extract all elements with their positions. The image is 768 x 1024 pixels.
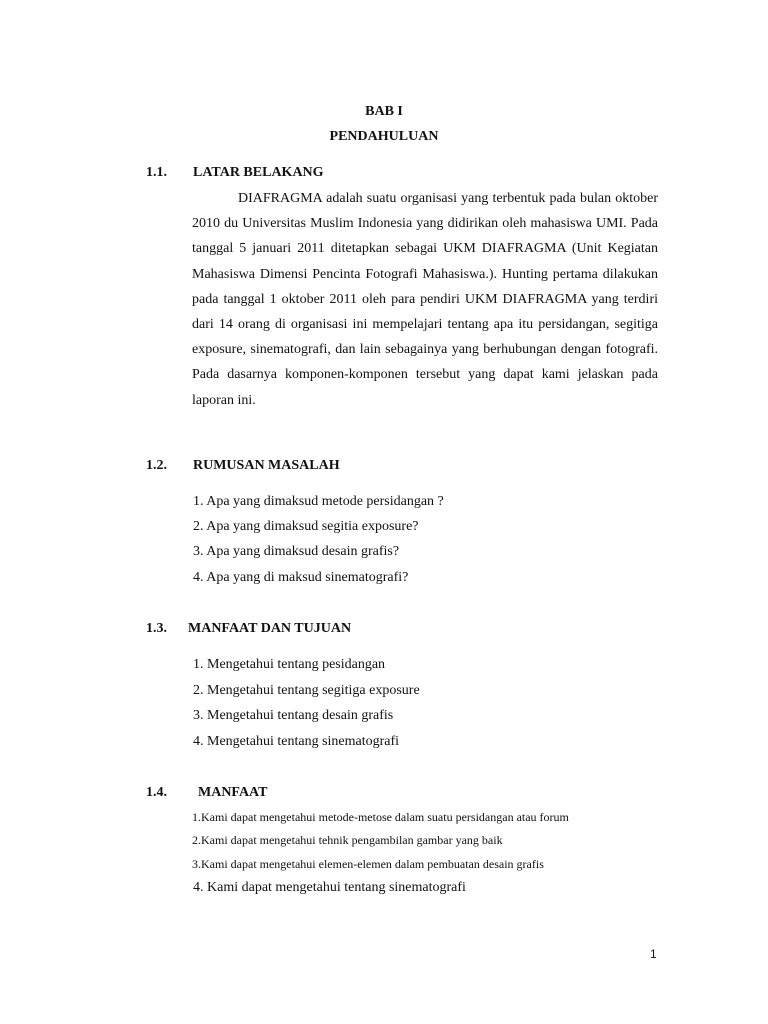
page-number: 1 xyxy=(650,947,657,961)
list-item: 1. Apa yang dimaksud metode persidangan ? xyxy=(193,494,444,509)
section-title: MANFAAT xyxy=(198,785,268,800)
list-item: 3.Kami dapat mengetahui elemen-elemen dalam pembuatan desain grafis xyxy=(192,857,544,871)
list-item: 4. Kami dapat mengetahui tentang sinematografi xyxy=(193,880,466,895)
section-title: LATAR BELAKANG xyxy=(193,165,324,180)
section-title: MANFAAT DAN TUJUAN xyxy=(188,621,352,636)
background-paragraph: DIAFRAGMA adalah suatu organisasi yang terbentuk pada bulan oktober 2010 du Universitas Muslim Indonesia yang didirikan oleh mahasiswa UMI. Pada tanggal 5 januari 2011 ditetapkan sebagai UKM DIAFRAGMA (Unit Kegiatan Mahasiswa Dimensi Pencinta Fotografi Mahasiswa.). Hunting pertama dilakukan pada tanggal 1 oktober 2011 oleh para pendiri UKM DIAFRAGMA yang terdiri dari 14 orang di organisasi ini mempelajari tentang apa itu persidangan, segitiga exposure, sinematografi, dan lain sebagainya yang berhubungan dengan fotografi. Pada dasarnya komponen-komponen tersebut yang dapat kami jelaskan pada laporan ini. xyxy=(192,191,658,408)
section-number: 1.1. xyxy=(146,165,167,180)
list-item: 2.Kami dapat mengetahui tehnik pengambilan gambar yang baik xyxy=(192,833,503,847)
list-item: 3. Mengetahui tentang desain grafis xyxy=(193,708,394,723)
list-item: 4. Mengetahui tentang sinematografi xyxy=(193,734,400,749)
section-number: 1.2. xyxy=(146,458,167,473)
list-item: 4. Apa yang di maksud sinematografi? xyxy=(193,570,409,585)
list-item: 2. Apa yang dimaksud segitia exposure? xyxy=(193,519,419,534)
list-item: 1.Kami dapat mengetahui metode-metose dalam suatu persidangan atau forum xyxy=(192,810,569,824)
section-number: 1.4. xyxy=(146,785,167,800)
chapter-label: BAB I xyxy=(365,104,403,119)
list-item: 3. Apa yang dimaksud desain grafis? xyxy=(193,544,400,559)
chapter-title: PENDAHULUAN xyxy=(329,129,439,144)
section-number: 1.3. xyxy=(146,621,167,636)
list-item: 1. Mengetahui tentang pesidangan xyxy=(193,657,386,672)
list-item: 2. Mengetahui tentang segitiga exposure xyxy=(193,683,420,698)
section-title: RUMUSAN MASALAH xyxy=(193,458,340,473)
